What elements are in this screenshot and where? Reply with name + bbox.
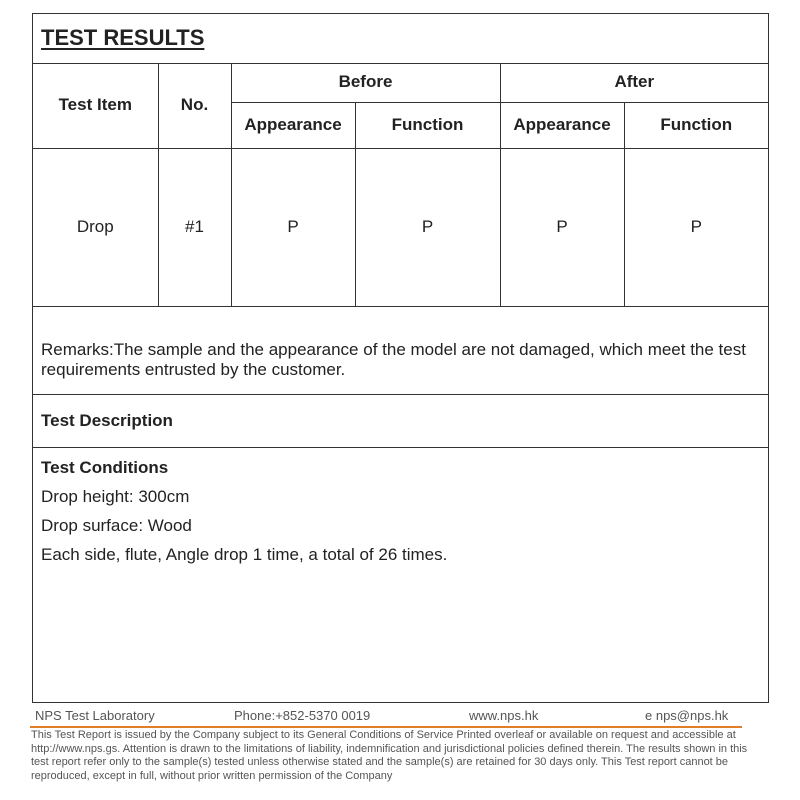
footer-divider	[30, 726, 742, 728]
footer-disclaimer: This Test Report is issued by the Company subject to its General Conditions of Service Printed overleaf or available on request and accessible at http://www.nps.gs. Attention is drawn to the limitations of liability, indemnification and jurisdictional policies defined therein. The results shown in this test report refer only to the sample(s) tested unless otherwise stated and the sample(s) are retained for 30 days only. This Test report cannot be reproduced, except in full, without prior written permission of the Company	[31, 729, 748, 782]
test-conditions-heading: Test Conditions	[41, 458, 169, 477]
footer	[35, 708, 769, 726]
header-test-item: Test Item	[33, 63, 158, 148]
footer-email[interactable]: e nps@nps.hk	[645, 708, 729, 723]
footer-lab: NPS Test Laboratory	[35, 708, 155, 723]
header-before-function: Function	[355, 102, 500, 148]
test-description-label: Test Description	[41, 411, 173, 430]
header-no: No.	[158, 63, 231, 148]
condition-drop-height: Drop height: 300cm	[41, 487, 190, 506]
header-row-top	[33, 63, 768, 102]
cell-before-appearance: P	[231, 148, 355, 306]
title-row	[33, 14, 768, 64]
footer-phone: Phone:+852-5370 0019	[234, 708, 371, 723]
test-results-frame	[32, 13, 769, 703]
remarks-section	[33, 306, 768, 395]
cell-after-function: P	[624, 148, 768, 306]
cell-test-item: Drop	[33, 148, 158, 306]
cell-no: #1	[158, 148, 231, 306]
cell-after-appearance: P	[500, 148, 624, 306]
header-before-appearance: Appearance	[231, 102, 355, 148]
remarks-text: Remarks:The sample and the appearance of the model are not damaged, which meet the test requirements entrusted by the customer.	[41, 340, 746, 379]
condition-drop-sides: Each side, flute, Angle drop 1 time, a total of 26 times.	[41, 545, 448, 564]
test-description-section	[33, 395, 768, 448]
header-after-appearance: Appearance	[500, 102, 624, 148]
test-conditions	[41, 458, 447, 574]
page-title: TEST RESULTS	[41, 25, 205, 50]
condition-drop-surface: Drop surface: Wood	[41, 516, 192, 535]
header-after: After	[500, 63, 768, 102]
table-row	[33, 148, 768, 306]
footer-website[interactable]: www.nps.hk	[469, 708, 539, 723]
header-after-function: Function	[624, 102, 768, 148]
cell-before-function: P	[355, 148, 500, 306]
results-table	[33, 63, 768, 307]
header-before: Before	[231, 63, 500, 102]
